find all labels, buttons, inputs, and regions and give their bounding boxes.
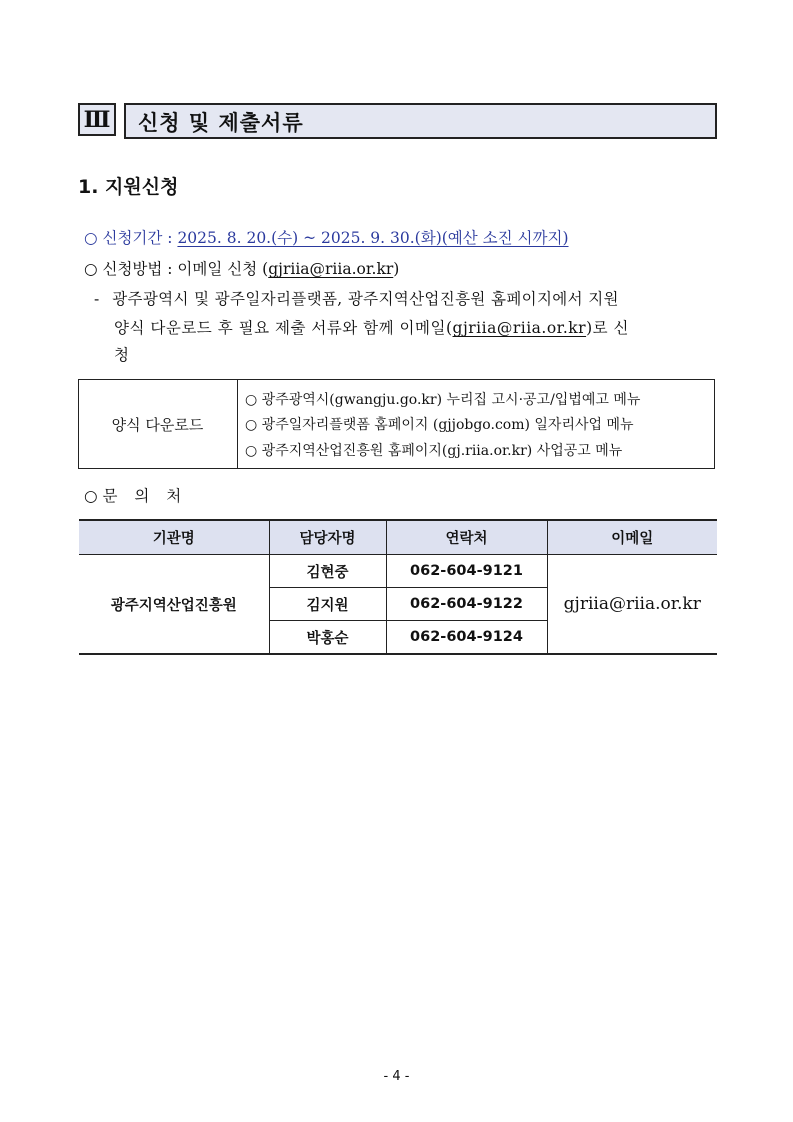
contact-name: 박홍순 xyxy=(269,621,386,655)
contact-line xyxy=(84,484,187,506)
method-detail-text1: 광주광역시 및 광주일자리플랫폼, 광주지역산업진흥원 홈페이지에서 지원 xyxy=(112,290,619,308)
subsection-heading: 1. 지원신청 xyxy=(78,176,179,198)
section-number-box xyxy=(78,103,116,136)
method-detail-line2 xyxy=(114,316,629,338)
contact-name: 김지원 xyxy=(269,588,386,621)
org-name: 광주지역산업진흥원 xyxy=(79,555,269,655)
circle-bullet-icon: ○ xyxy=(84,487,98,505)
download-item-gwangju: ○ 광주광역시(gwangju.go.kr) 누리집 고시·공고/입법예고 메뉴 xyxy=(245,392,641,408)
method-detail-line1 xyxy=(94,287,619,309)
section-number: Ⅲ xyxy=(83,106,111,133)
header-org: 기관명 xyxy=(79,520,269,555)
period-value: 2025. 8. 20.(수) ~ 2025. 9. 30.(화)(예산 소진 시까지) xyxy=(177,229,569,247)
circle-bullet-icon: ○ xyxy=(84,229,98,247)
page-number: - 4 - xyxy=(383,1069,410,1084)
method-detail-text2-end: )로 신 xyxy=(586,319,630,337)
contact-phone: 062-604-9121 xyxy=(386,555,547,588)
download-label: 양식 다운로드 xyxy=(78,379,238,469)
method-detail-line3: 청 xyxy=(114,346,129,364)
period-line xyxy=(84,226,569,248)
contact-email[interactable]: gjriia@riia.or.kr xyxy=(547,555,717,655)
contact-phone: 062-604-9122 xyxy=(386,588,547,621)
contact-table-header xyxy=(79,520,717,555)
dash-bullet-icon: - xyxy=(94,290,100,308)
method-detail-email-link[interactable]: gjriia@riia.or.kr xyxy=(452,319,587,337)
contact-table xyxy=(79,519,717,655)
header-email: 이메일 xyxy=(547,520,717,555)
contact-name: 김현중 xyxy=(269,555,386,588)
period-label: 신청기간 : xyxy=(102,229,178,247)
contact-phone: 062-604-9124 xyxy=(386,621,547,655)
download-item-jobplatform: ○ 광주일자리플랫폼 홈페이지 (gjjobgo.com) 일자리사업 메뉴 xyxy=(245,417,634,433)
contact-label: 문 의 처 xyxy=(102,487,188,505)
method-text: 신청방법 : 이메일 신청 ( xyxy=(102,260,269,278)
method-email-link[interactable]: gjriia@riia.or.kr xyxy=(268,260,394,278)
header-name: 담당자명 xyxy=(269,520,386,555)
circle-bullet-icon: ○ xyxy=(84,260,98,278)
method-line xyxy=(84,257,399,279)
header-phone: 연락처 xyxy=(386,520,547,555)
method-text-end: ) xyxy=(393,260,400,278)
table-row xyxy=(79,555,717,588)
section-title: 신청 및 제출서류 xyxy=(138,111,304,135)
method-detail-text2: 양식 다운로드 후 필요 제출 서류와 함께 이메일( xyxy=(114,319,453,337)
download-item-riia: ○ 광주지역산업진흥원 홈페이지(gj.riia.or.kr) 사업공고 메뉴 xyxy=(245,443,623,459)
